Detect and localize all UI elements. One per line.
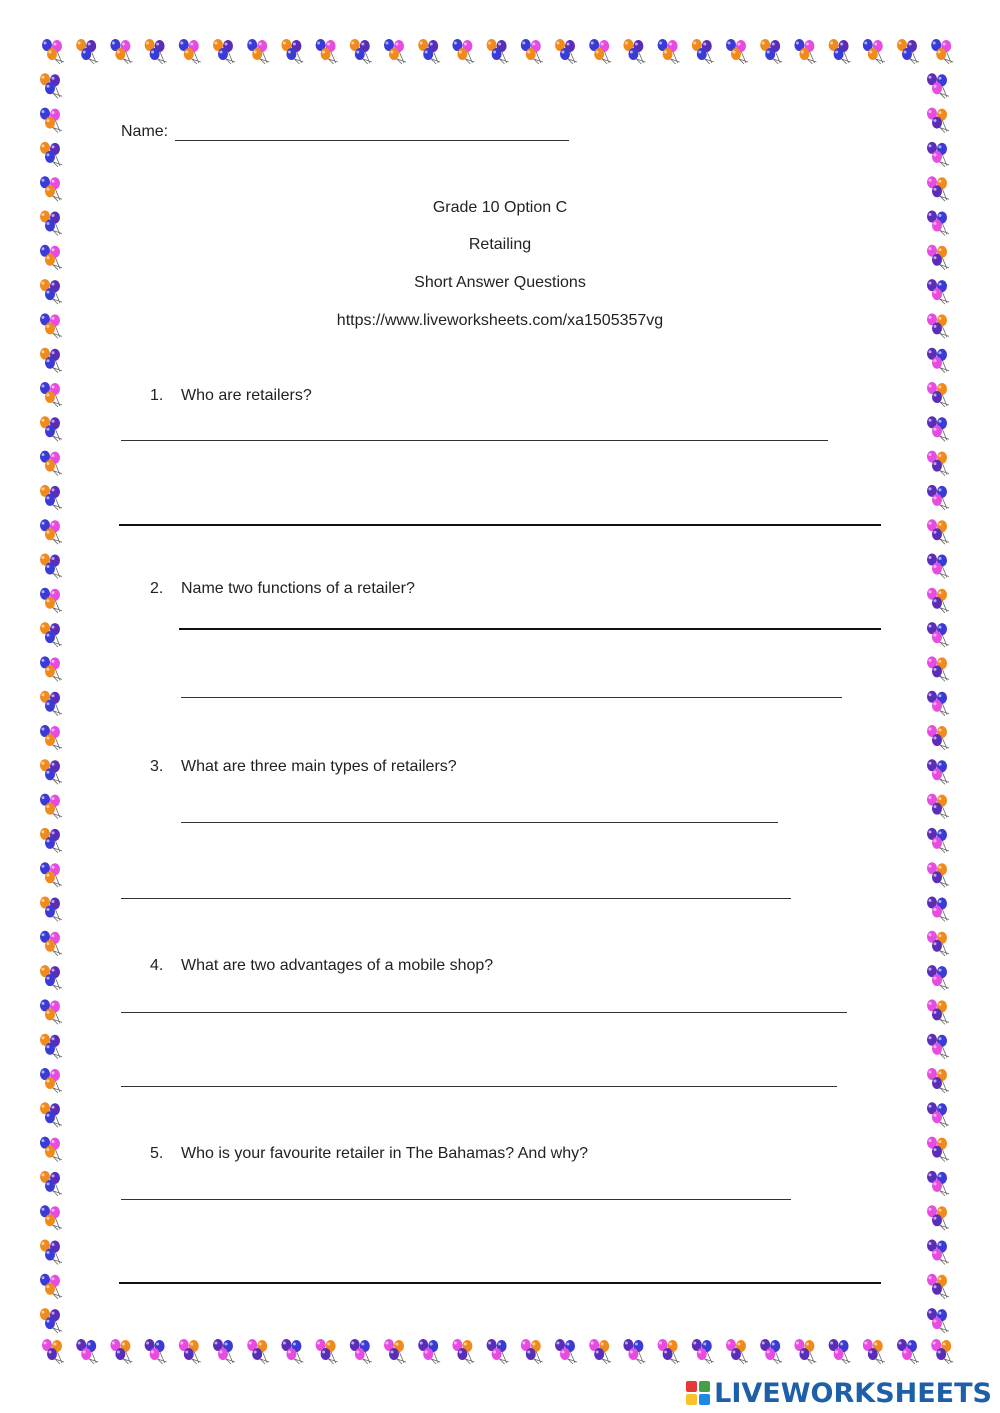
balloons-icon xyxy=(658,39,680,64)
balloons-icon xyxy=(863,39,885,64)
balloons-icon xyxy=(931,1339,953,1364)
balloons-icon xyxy=(927,554,949,579)
balloons-icon xyxy=(40,1137,62,1162)
balloons-icon xyxy=(927,416,949,441)
balloons-icon xyxy=(40,725,62,750)
balloons-icon xyxy=(726,39,748,64)
balloons-icon xyxy=(927,1068,949,1093)
balloons-icon xyxy=(927,1102,949,1127)
balloons-icon xyxy=(40,656,62,681)
balloons-icon xyxy=(145,1339,167,1364)
balloons-icon xyxy=(927,794,949,819)
balloons-icon xyxy=(658,1339,680,1364)
balloons-icon xyxy=(40,622,62,647)
answer-line-4a[interactable] xyxy=(121,1012,847,1013)
balloons-icon xyxy=(555,1339,577,1364)
balloons-icon xyxy=(760,39,782,64)
balloons-icon xyxy=(897,1339,919,1364)
balloons-icon xyxy=(40,1205,62,1230)
balloons-icon xyxy=(40,1274,62,1299)
balloons-icon xyxy=(40,416,62,441)
balloons-icon xyxy=(316,39,338,64)
balloons-icon xyxy=(350,39,372,64)
balloons-icon xyxy=(927,1137,949,1162)
balloons-icon xyxy=(40,348,62,373)
name-label: Name: xyxy=(121,123,169,140)
balloons-icon xyxy=(927,999,949,1024)
balloons-icon xyxy=(487,1339,509,1364)
balloons-icon xyxy=(927,965,949,990)
answer-line-3b[interactable] xyxy=(121,898,791,899)
balloons-icon xyxy=(927,519,949,544)
answer-line-1a[interactable] xyxy=(121,440,828,441)
balloons-icon xyxy=(623,39,645,64)
balloons-icon xyxy=(40,1308,62,1333)
balloons-icon xyxy=(281,39,303,64)
balloons-icon xyxy=(927,725,949,750)
question-text: Name two functions of a retailer? xyxy=(181,580,415,597)
balloons-icon xyxy=(76,1339,98,1364)
balloons-icon xyxy=(40,1171,62,1196)
answer-line-2b[interactable] xyxy=(181,697,842,698)
balloons-icon xyxy=(927,1308,949,1333)
balloons-icon xyxy=(213,39,235,64)
balloons-icon xyxy=(623,1339,645,1364)
balloons-icon xyxy=(927,1171,949,1196)
question-text: What are two advantages of a mobile shop? xyxy=(181,957,494,974)
balloons-icon xyxy=(350,1339,372,1364)
answer-line-1b[interactable] xyxy=(119,524,881,526)
balloons-icon xyxy=(589,1339,611,1364)
balloons-icon xyxy=(40,554,62,579)
balloons-icon xyxy=(247,39,269,64)
answer-line-4b[interactable] xyxy=(121,1086,837,1087)
balloons-icon xyxy=(42,1339,64,1364)
balloons-icon xyxy=(927,897,949,922)
balloons-icon xyxy=(927,588,949,613)
balloons-icon xyxy=(927,759,949,784)
balloons-icon xyxy=(931,39,953,64)
balloons-icon xyxy=(40,519,62,544)
balloons-icon xyxy=(927,348,949,373)
balloons-icon xyxy=(40,794,62,819)
answer-line-5b[interactable] xyxy=(119,1282,881,1284)
balloons-icon xyxy=(316,1339,338,1364)
balloons-icon xyxy=(927,382,949,407)
balloons-icon xyxy=(927,1205,949,1230)
balloons-icon xyxy=(179,1339,201,1364)
subject-title: Retailing xyxy=(468,236,532,253)
balloons-icon xyxy=(829,39,851,64)
balloons-icon xyxy=(555,39,577,64)
balloons-icon xyxy=(927,1034,949,1059)
balloons-icon xyxy=(40,485,62,510)
balloons-icon xyxy=(927,656,949,681)
balloons-icon xyxy=(927,485,949,510)
balloons-icon xyxy=(726,1339,748,1364)
balloons-icon xyxy=(927,622,949,647)
name-field[interactable] xyxy=(175,140,569,141)
balloons-icon xyxy=(384,39,406,64)
balloons-icon xyxy=(40,862,62,887)
balloons-icon xyxy=(692,1339,714,1364)
balloons-icon xyxy=(692,39,714,64)
answer-line-2a[interactable] xyxy=(179,628,881,630)
balloons-icon xyxy=(384,1339,406,1364)
balloons-icon xyxy=(40,1240,62,1265)
balloons-icon xyxy=(927,931,949,956)
question-text: Who is your favourite retailer in The Bahamas? And why? xyxy=(181,1145,589,1162)
balloons-icon xyxy=(40,999,62,1024)
balloons-icon xyxy=(927,142,949,167)
balloons-icon xyxy=(927,1240,949,1265)
balloons-icon xyxy=(40,897,62,922)
balloons-icon xyxy=(40,828,62,853)
balloons-icon xyxy=(42,39,64,64)
balloons-icon xyxy=(179,39,201,64)
balloons-icon xyxy=(418,1339,440,1364)
question-number: 5. xyxy=(150,1145,164,1162)
balloons-icon xyxy=(452,1339,474,1364)
balloons-icon xyxy=(40,691,62,716)
question-number: 2. xyxy=(150,580,164,597)
balloons-icon xyxy=(40,1034,62,1059)
question-text: What are three main types of retailers? xyxy=(181,758,457,775)
balloons-icon xyxy=(40,142,62,167)
balloons-icon xyxy=(145,39,167,64)
answer-line-3a[interactable] xyxy=(181,822,778,823)
balloons-icon xyxy=(521,39,543,64)
balloons-icon xyxy=(927,862,949,887)
question-number: 3. xyxy=(150,758,164,775)
balloons-icon xyxy=(521,1339,543,1364)
logo-text: LIVEWORKSHEETS xyxy=(714,1377,992,1409)
question-number: 1. xyxy=(150,387,164,404)
balloons-icon xyxy=(927,73,949,98)
worksheet-url: https://www.liveworksheets.com/xa1505357vg xyxy=(336,312,664,329)
balloons-icon xyxy=(829,1339,851,1364)
balloons-icon xyxy=(863,1339,885,1364)
balloons-icon xyxy=(110,1339,132,1364)
liveworksheets-logo[interactable] xyxy=(686,1375,992,1411)
worksheet-title: Short Answer Questions xyxy=(414,274,586,291)
balloons-icon xyxy=(897,39,919,64)
balloons-icon xyxy=(927,108,949,133)
balloons-icon xyxy=(281,1339,303,1364)
answer-line-5a[interactable] xyxy=(121,1199,791,1200)
balloons-icon xyxy=(418,39,440,64)
balloons-icon xyxy=(794,39,816,64)
balloons-icon xyxy=(40,73,62,98)
balloons-icon xyxy=(40,382,62,407)
balloons-icon xyxy=(487,39,509,64)
balloons-icon xyxy=(213,1339,235,1364)
balloons-icon xyxy=(589,39,611,64)
balloons-icon xyxy=(452,39,474,64)
balloons-icon xyxy=(794,1339,816,1364)
balloons-icon xyxy=(40,759,62,784)
balloons-icon xyxy=(40,1102,62,1127)
balloons-icon xyxy=(927,1274,949,1299)
balloons-icon xyxy=(40,588,62,613)
balloons-icon xyxy=(927,451,949,476)
balloons-icon xyxy=(927,691,949,716)
balloons-icon xyxy=(110,39,132,64)
balloons-icon xyxy=(40,965,62,990)
balloons-icon xyxy=(760,1339,782,1364)
question-text: Who are retailers? xyxy=(181,387,312,404)
balloons-icon xyxy=(40,451,62,476)
logo-squares-icon xyxy=(686,1381,710,1405)
grade-title: Grade 10 Option C xyxy=(432,199,568,216)
balloons-icon xyxy=(40,1068,62,1093)
balloons-icon xyxy=(76,39,98,64)
question-number: 4. xyxy=(150,957,164,974)
balloons-icon xyxy=(40,108,62,133)
balloons-icon xyxy=(927,828,949,853)
balloons-icon xyxy=(40,931,62,956)
balloons-icon xyxy=(247,1339,269,1364)
